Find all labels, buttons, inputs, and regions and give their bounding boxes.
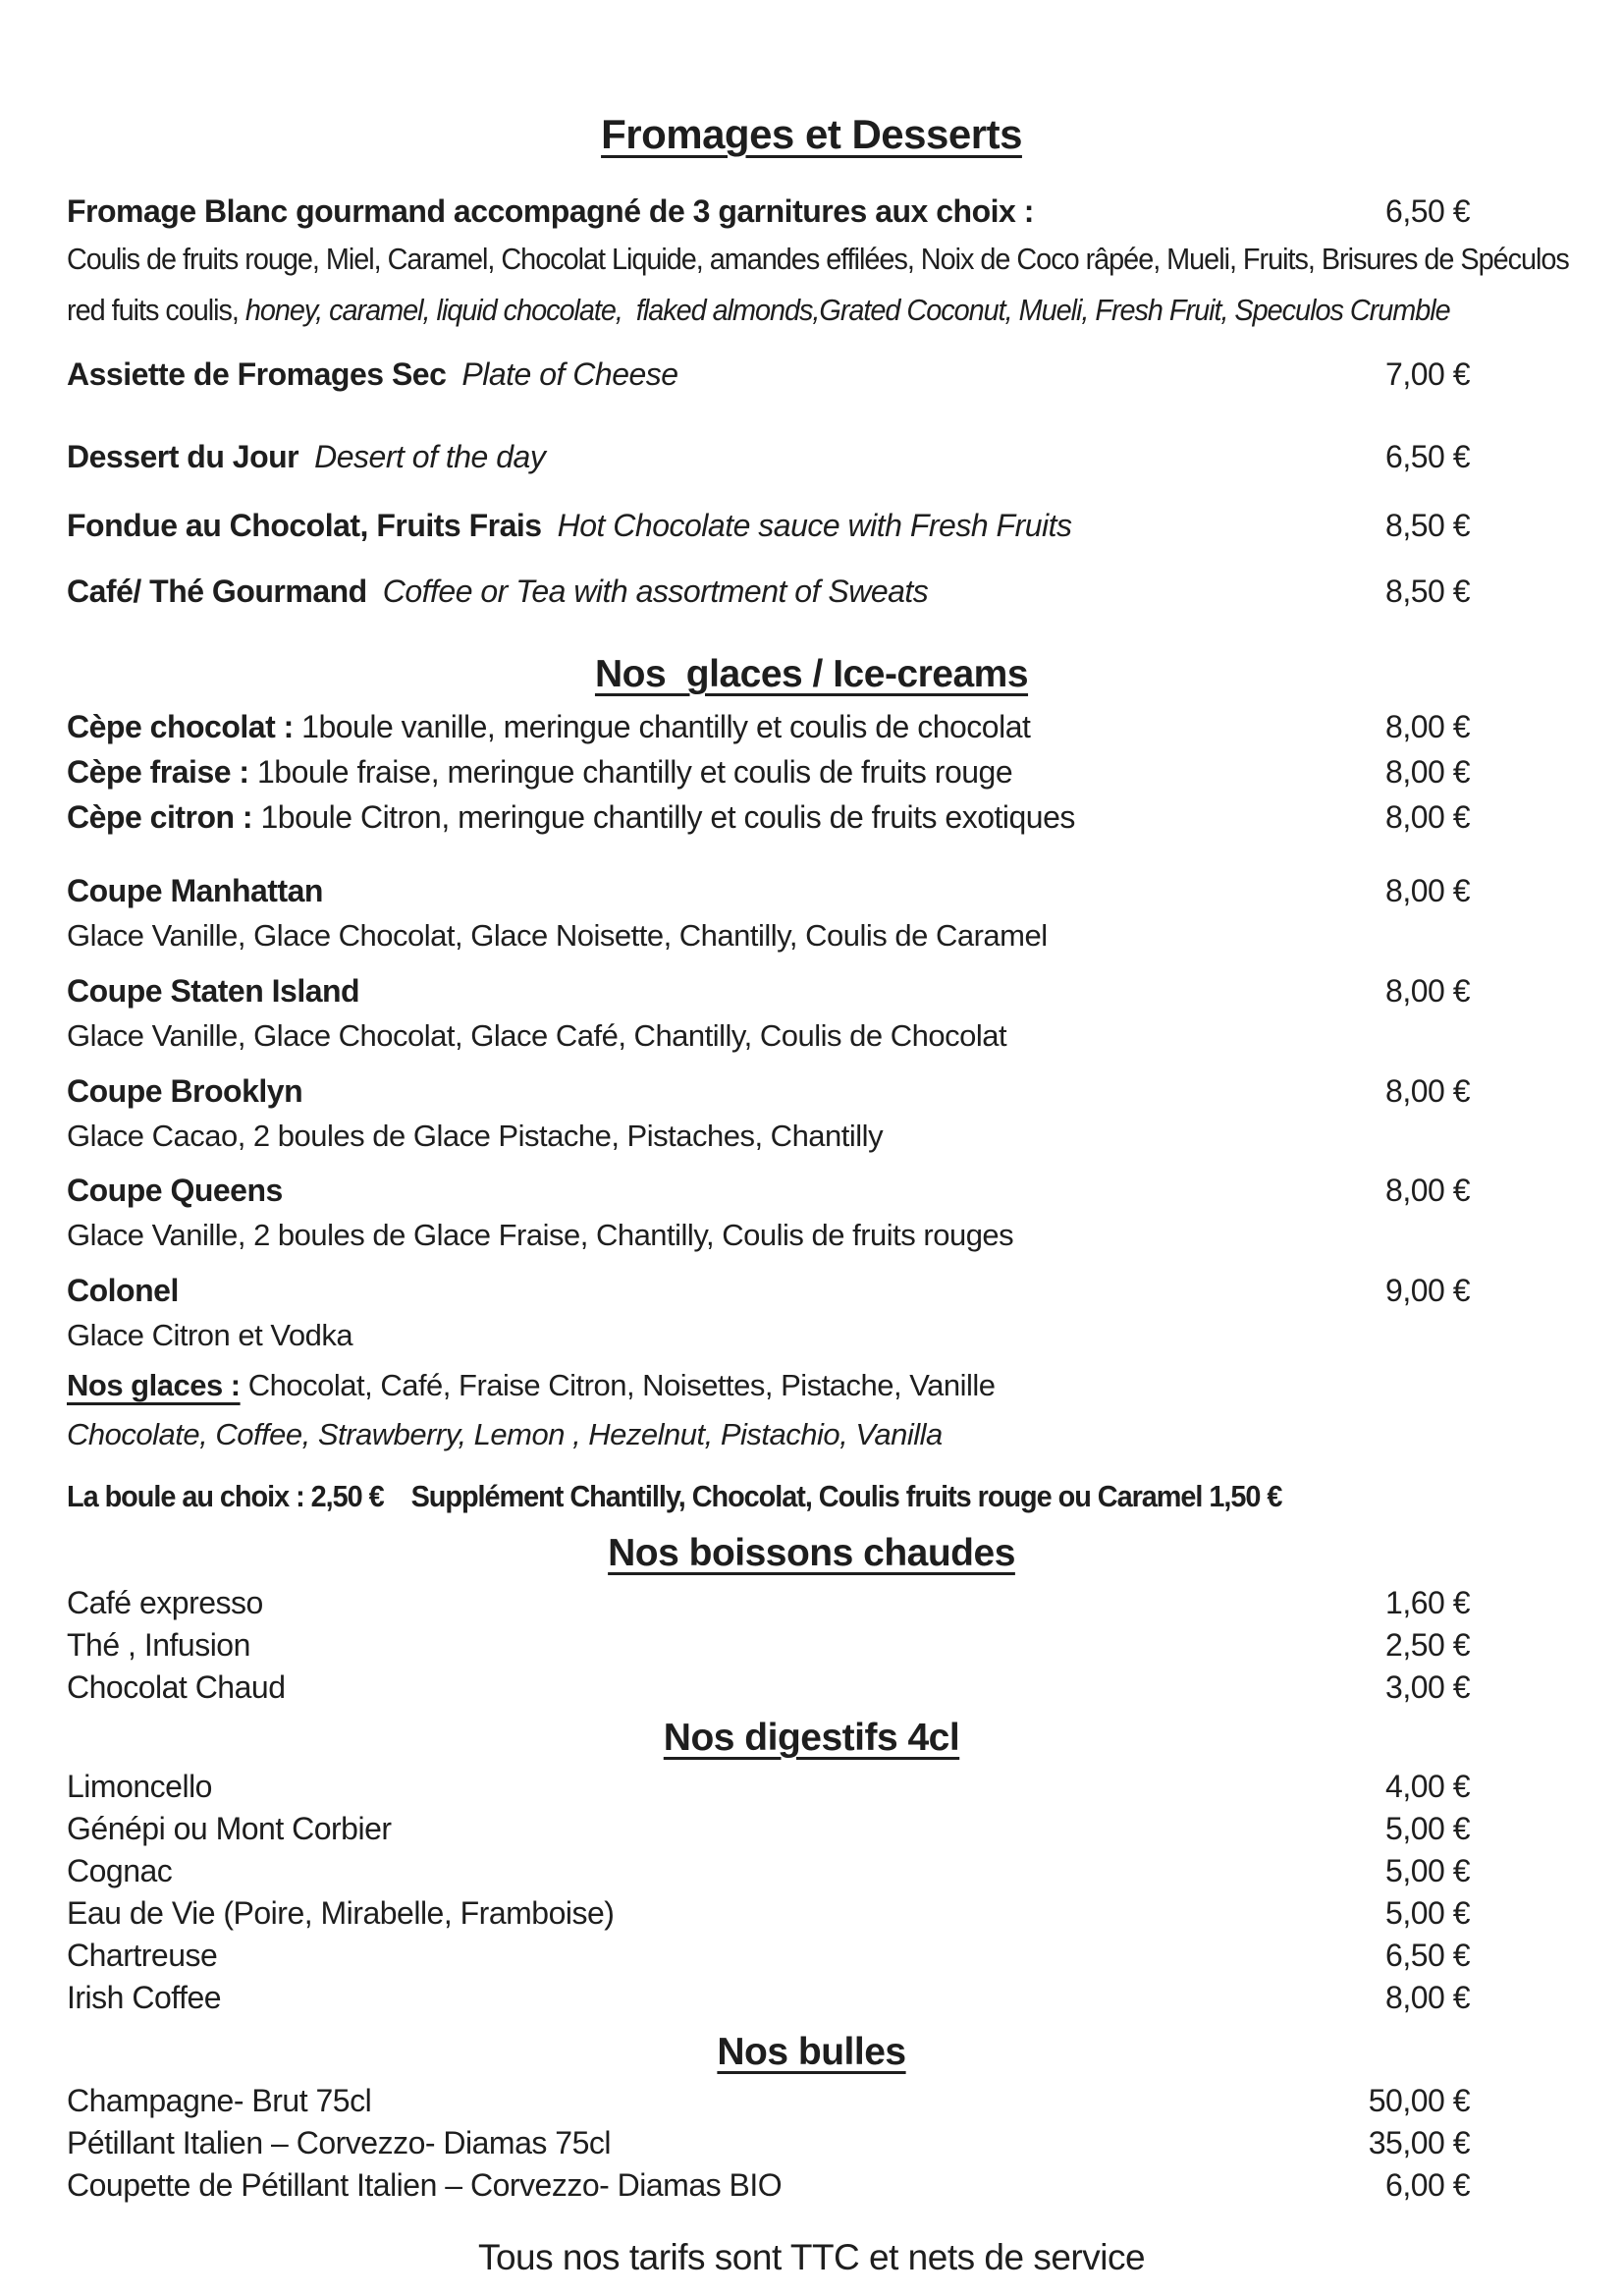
menu-item-row [0,503,1623,548]
item-name [67,503,1332,548]
item-price: 8,00 € [1385,799,1470,835]
item-detail: 1boule fraise, meringue chantilly et coulis de fruits rouge [248,754,1013,790]
item-name: Chocolat Chaud [67,1669,286,1705]
item-name: Coupe Queens [67,1173,283,1208]
description-text [67,285,1450,336]
item-name: Irish Coffee [67,1980,222,2015]
item-price: 6,50 € [1385,439,1470,474]
menu-item-row [0,1624,1623,1667]
item-name-fr: Cèpe chocolat : [67,709,294,744]
item-description: Glace Cacao, 2 boules de Glace Pistache, Pistaches, Chantilly [67,1119,884,1153]
item-price: 8,00 € [1385,1980,1470,2015]
menu-item-row [0,704,1623,749]
item-name: Eau de Vie (Poire, Mirabelle, Framboise) [67,1895,615,1931]
menu-item-row [0,569,1623,614]
section-heading-text: Nos glaces / Ice-creams [594,653,1029,695]
item-name: Champagne- Brut 75cl [67,2083,372,2118]
item-price: 5,00 € [1385,1853,1470,1888]
flavors-line-en: Chocolate, Coffee, Strawberry, Lemon , Hezelnut, Pistachio, Vanilla [67,1417,943,1451]
item-description: Glace Citron et Vodka [67,1318,353,1352]
item-name: Coupe Brooklyn [67,1073,303,1109]
item-price: 5,00 € [1385,1895,1470,1931]
section-heading-text: Nos boissons chaudes [608,1532,1015,1574]
item-name [67,434,1332,479]
menu-item-row [0,352,1623,397]
scoop-supplement: Supplément Chantilly, Chocolat, Coulis fruits rouge ou Caramel 1,50 € [410,1479,1282,1513]
item-name: Cognac [67,1853,173,1888]
menu-item-row [0,794,1623,840]
item-name [67,794,1332,840]
menu-item-row [0,1808,1623,1850]
item-name: Pétillant Italien – Corvezzo- Diamas 75cl [67,2125,611,2160]
item-name: Coupe Manhattan [67,873,323,908]
menu-item-row [0,1068,1623,1114]
item-description [0,285,1623,336]
item-price: 8,00 € [1385,709,1470,744]
description-italic: honey, caramel, liquid chocolate, flaked almonds,Grated Coconut, Mueli, Fresh Fruit, Speculos Crumble [244,293,1450,327]
menu-item-row [0,189,1623,234]
item-price: 5,00 € [1385,1811,1470,1846]
item-name: Café expresso [67,1585,263,1620]
section-heading-boissons-chaudes [0,1528,1623,1579]
item-price: 8,00 € [1385,754,1470,790]
item-price: 7,00 € [1385,356,1470,392]
item-name: Colonel [67,1273,179,1308]
scoop-label: La boule au choix : 2,50 € [67,1479,384,1513]
item-name-fr: Cèpe fraise : [67,754,249,790]
item-description: Glace Vanille, 2 boules de Glace Fraise, Chantilly, Coulis de fruits rouges [67,1218,1014,1252]
item-name [67,704,1332,749]
item-price: 4,00 € [1385,1769,1470,1804]
item-name [67,569,1332,614]
item-price: 3,00 € [1385,1669,1470,1705]
menu-item-row [0,749,1623,794]
menu-item-row [0,1850,1623,1892]
menu-item-row [0,2164,1623,2207]
section-heading-digestifs [0,1713,1623,1764]
item-name [67,749,1332,794]
section-heading-bulles [0,2027,1623,2078]
item-name: Coupe Staten Island [67,973,360,1009]
menu-item-row [0,1892,1623,1935]
menu-item-row [0,2122,1623,2164]
page-title-text: Fromages et Desserts [601,111,1022,157]
item-name-fr: Dessert du Jour [67,439,299,474]
item-name: Génépi ou Mont Corbier [67,1811,392,1846]
menu-item-row [0,968,1623,1013]
flavors-label: Nos glaces : [67,1368,241,1402]
menu-item-row [0,1168,1623,1213]
menu-item-row [0,434,1623,479]
menu-item-row [0,1935,1623,1977]
item-name: Coupette de Pétillant Italien – Corvezzo- Diamas BIO [67,2167,783,2203]
section-heading-text: Nos digestifs 4cl [663,1717,960,1759]
scoop-price-line [0,1474,1623,1519]
flavors-list-fr: Chocolat, Café, Fraise Citron, Noisettes, Pistache, Vanille [240,1368,996,1402]
menu-item-row [0,868,1623,913]
item-name: Limoncello [67,1769,212,1804]
item-translation: Hot Chocolate sauce with Fresh Fruits [557,508,1072,543]
item-price: 1,60 € [1385,1585,1470,1620]
item-detail: 1boule vanille, meringue chantilly et coulis de chocolat [293,709,1031,744]
item-price: 8,50 € [1385,508,1470,543]
item-name-fr: Cèpe citron : [67,799,253,835]
footer-note: Tous nos tarifs sont TTC et nets de service [477,2237,1146,2277]
menu-item-row [0,2080,1623,2122]
description-text: Coulis de fruits rouge, Miel, Caramel, Chocolat Liquide, amandes effilées, Noix de Coco râpée, Mueli, Fruits, Brisures de Spéculos [67,242,1569,276]
item-name: Thé , Infusion [67,1627,250,1663]
section-heading-text: Nos bulles [717,2031,906,2073]
item-name [67,352,1332,397]
item-name-fr: Café/ Thé Gourmand [67,574,367,609]
item-name-fr: Fondue au Chocolat, Fruits Frais [67,508,542,543]
item-detail: 1boule Citron, meringue chantilly et coulis de fruits exotiques [252,799,1075,835]
item-price: 8,50 € [1385,574,1470,609]
item-price: 8,00 € [1385,1073,1470,1109]
item-price: 50,00 € [1368,2083,1470,2118]
page-title [0,108,1623,161]
item-translation: Coffee or Tea with assortment of Sweats [382,574,929,609]
description-regular: red fuits coulis, [67,293,245,327]
item-translation: Plate of Cheese [461,356,678,392]
item-price: 35,00 € [1368,2125,1470,2160]
item-price: 9,00 € [1385,1273,1470,1308]
item-price: 6,50 € [1385,1938,1470,1973]
menu-item-row [0,1667,1623,1709]
item-price: 8,00 € [1385,1173,1470,1208]
item-price: 8,00 € [1385,873,1470,908]
menu-item-row [0,1977,1623,2019]
item-name: Fromage Blanc gourmand accompagné de 3 garnitures aux choix : [67,193,1034,229]
item-price: 8,00 € [1385,973,1470,1009]
item-name: Chartreuse [67,1938,218,1973]
item-translation: Desert of the day [314,439,546,474]
item-price: 6,50 € [1385,193,1470,229]
item-description: Glace Vanille, Glace Chocolat, Glace Noisette, Chantilly, Coulis de Caramel [67,918,1048,953]
item-description [0,234,1623,285]
menu-item-row [0,1268,1623,1313]
menu-item-row [0,1766,1623,1808]
item-description: Glace Vanille, Glace Chocolat, Glace Café, Chantilly, Coulis de Chocolat [67,1018,1007,1053]
menu-item-row [0,1582,1623,1624]
section-heading-glaces [0,649,1623,700]
item-name-fr: Assiette de Fromages Sec [67,356,447,392]
item-price: 2,50 € [1385,1627,1470,1663]
scoop-price-text [67,1474,1281,1519]
item-price: 6,00 € [1385,2167,1470,2203]
flavors-line [0,1363,1623,1408]
